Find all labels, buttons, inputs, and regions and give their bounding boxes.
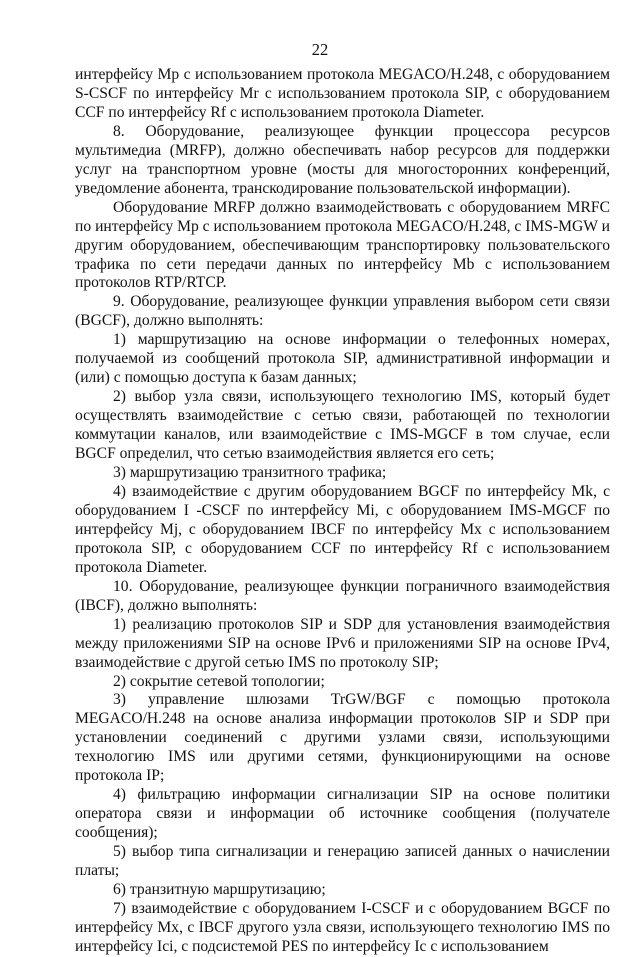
paragraph: 3) управление шлюзами TrGW/BGF с помощью протокола MEGACO/H.248 на основе анализа информации протоколов SIP и SDP при установлении соединений с другими узлами связи, использующими технологию IMS или другими сетями, функционирующими на основе протокола IP; [75, 691, 610, 785]
paragraph: 2) выбор узла связи, использующего технологию IMS, который будет осуществлять взаимодействие с сетью связи, работающей по технологии коммутации каналов, или взаимодействие с IMS-MGCF в том случае, если BGCF определил, что сетью взаимодействия является его сеть; [75, 388, 610, 463]
paragraph: интерфейсу Mp с использованием протокола MEGACO/H.248, с оборудованием S-CSCF по интерфейсу Mr с использованием протокола SIP, с оборудованием CCF по интерфейсу Rf с использованием протокола Diameter. [75, 66, 610, 121]
page-number: 22 [311, 40, 329, 59]
paragraph: 4) взаимодействие с другим оборудованием BGCF по интерфейсу Mk, с оборудованием I -CSCF по интерфейсу Mi, с оборудованием IMS-MGCF по интерфейсу Mj, с оборудованием IBCF по интерфейсу Mx с использованием протокола SIP, с оборудованием CCF по интерфейсу Rf с использованием протокола Diameter. [75, 482, 610, 576]
paragraph: 10. Оборудование, реализующее функции пограничного взаимодействия (IBCF), должно выполнять: [75, 577, 610, 614]
paragraph: 7) взаимодействие с оборудованием I-CSCF и с оборудованием BGCF по интерфейсу Mx, с IBCF другого узла связи, использующего технологию IMS по интерфейсу Ici, с подсистемой PES по интерфейсу Ic с использованием [75, 899, 610, 955]
paragraph: 2) сокрытие сетевой топологии; [113, 672, 325, 690]
paragraph: 8. Оборудование, реализующее функции процессора ресурсов мультимедиа (MRFP), должно обеспечивать набор ресурсов для поддержки услуг на транспортном уровне (мосты для многосторонних конференций, уведомление абонента, транскодирование пользовательской информации). [75, 122, 610, 197]
paragraph: 9. Оборудование, реализующее функции управления выбором сети связи (BGCF), должно выполнять: [75, 293, 610, 330]
paragraph: 3) маршрутизацию транзитного трафика; [113, 464, 387, 482]
paragraph: 4) фильтрацию информации сигнализации SIP на основе политики оператора связи и информации об источнике сообщения (получателе сообщения); [75, 786, 610, 842]
paragraph: 1) реализацию протоколов SIP и SDP для установления взаимодействия между приложениями SIP на основе IPv6 и приложениями SIP на основе IPv4, взаимодействие с другой сетью IMS по протоколу SIP; [75, 615, 610, 671]
paragraph: Оборудование MRFP должно взаимодействовать с оборудованием MRFC по интерфейсу Mp с использованием протокола MEGACO/H.248, с IMS-MGW и другим оборудованием, обеспечивающим транспортировку пользовательского трафика по сети передачи данных по интерфейсу Mb с использованием протоколов RTP/RTCP. [75, 198, 610, 292]
body-text [75, 66, 610, 957]
paragraph: 1) маршрутизацию на основе информации о телефонных номерах, получаемой из сообщений протокола SIP, административной информации и (или) с помощью доступа к базам данных; [75, 331, 610, 387]
paragraph: 5) выбор типа сигнализации и генерацию записей данных о начислении платы; [75, 843, 610, 880]
paragraph: 6) транзитную маршрутизацию; [113, 880, 326, 898]
